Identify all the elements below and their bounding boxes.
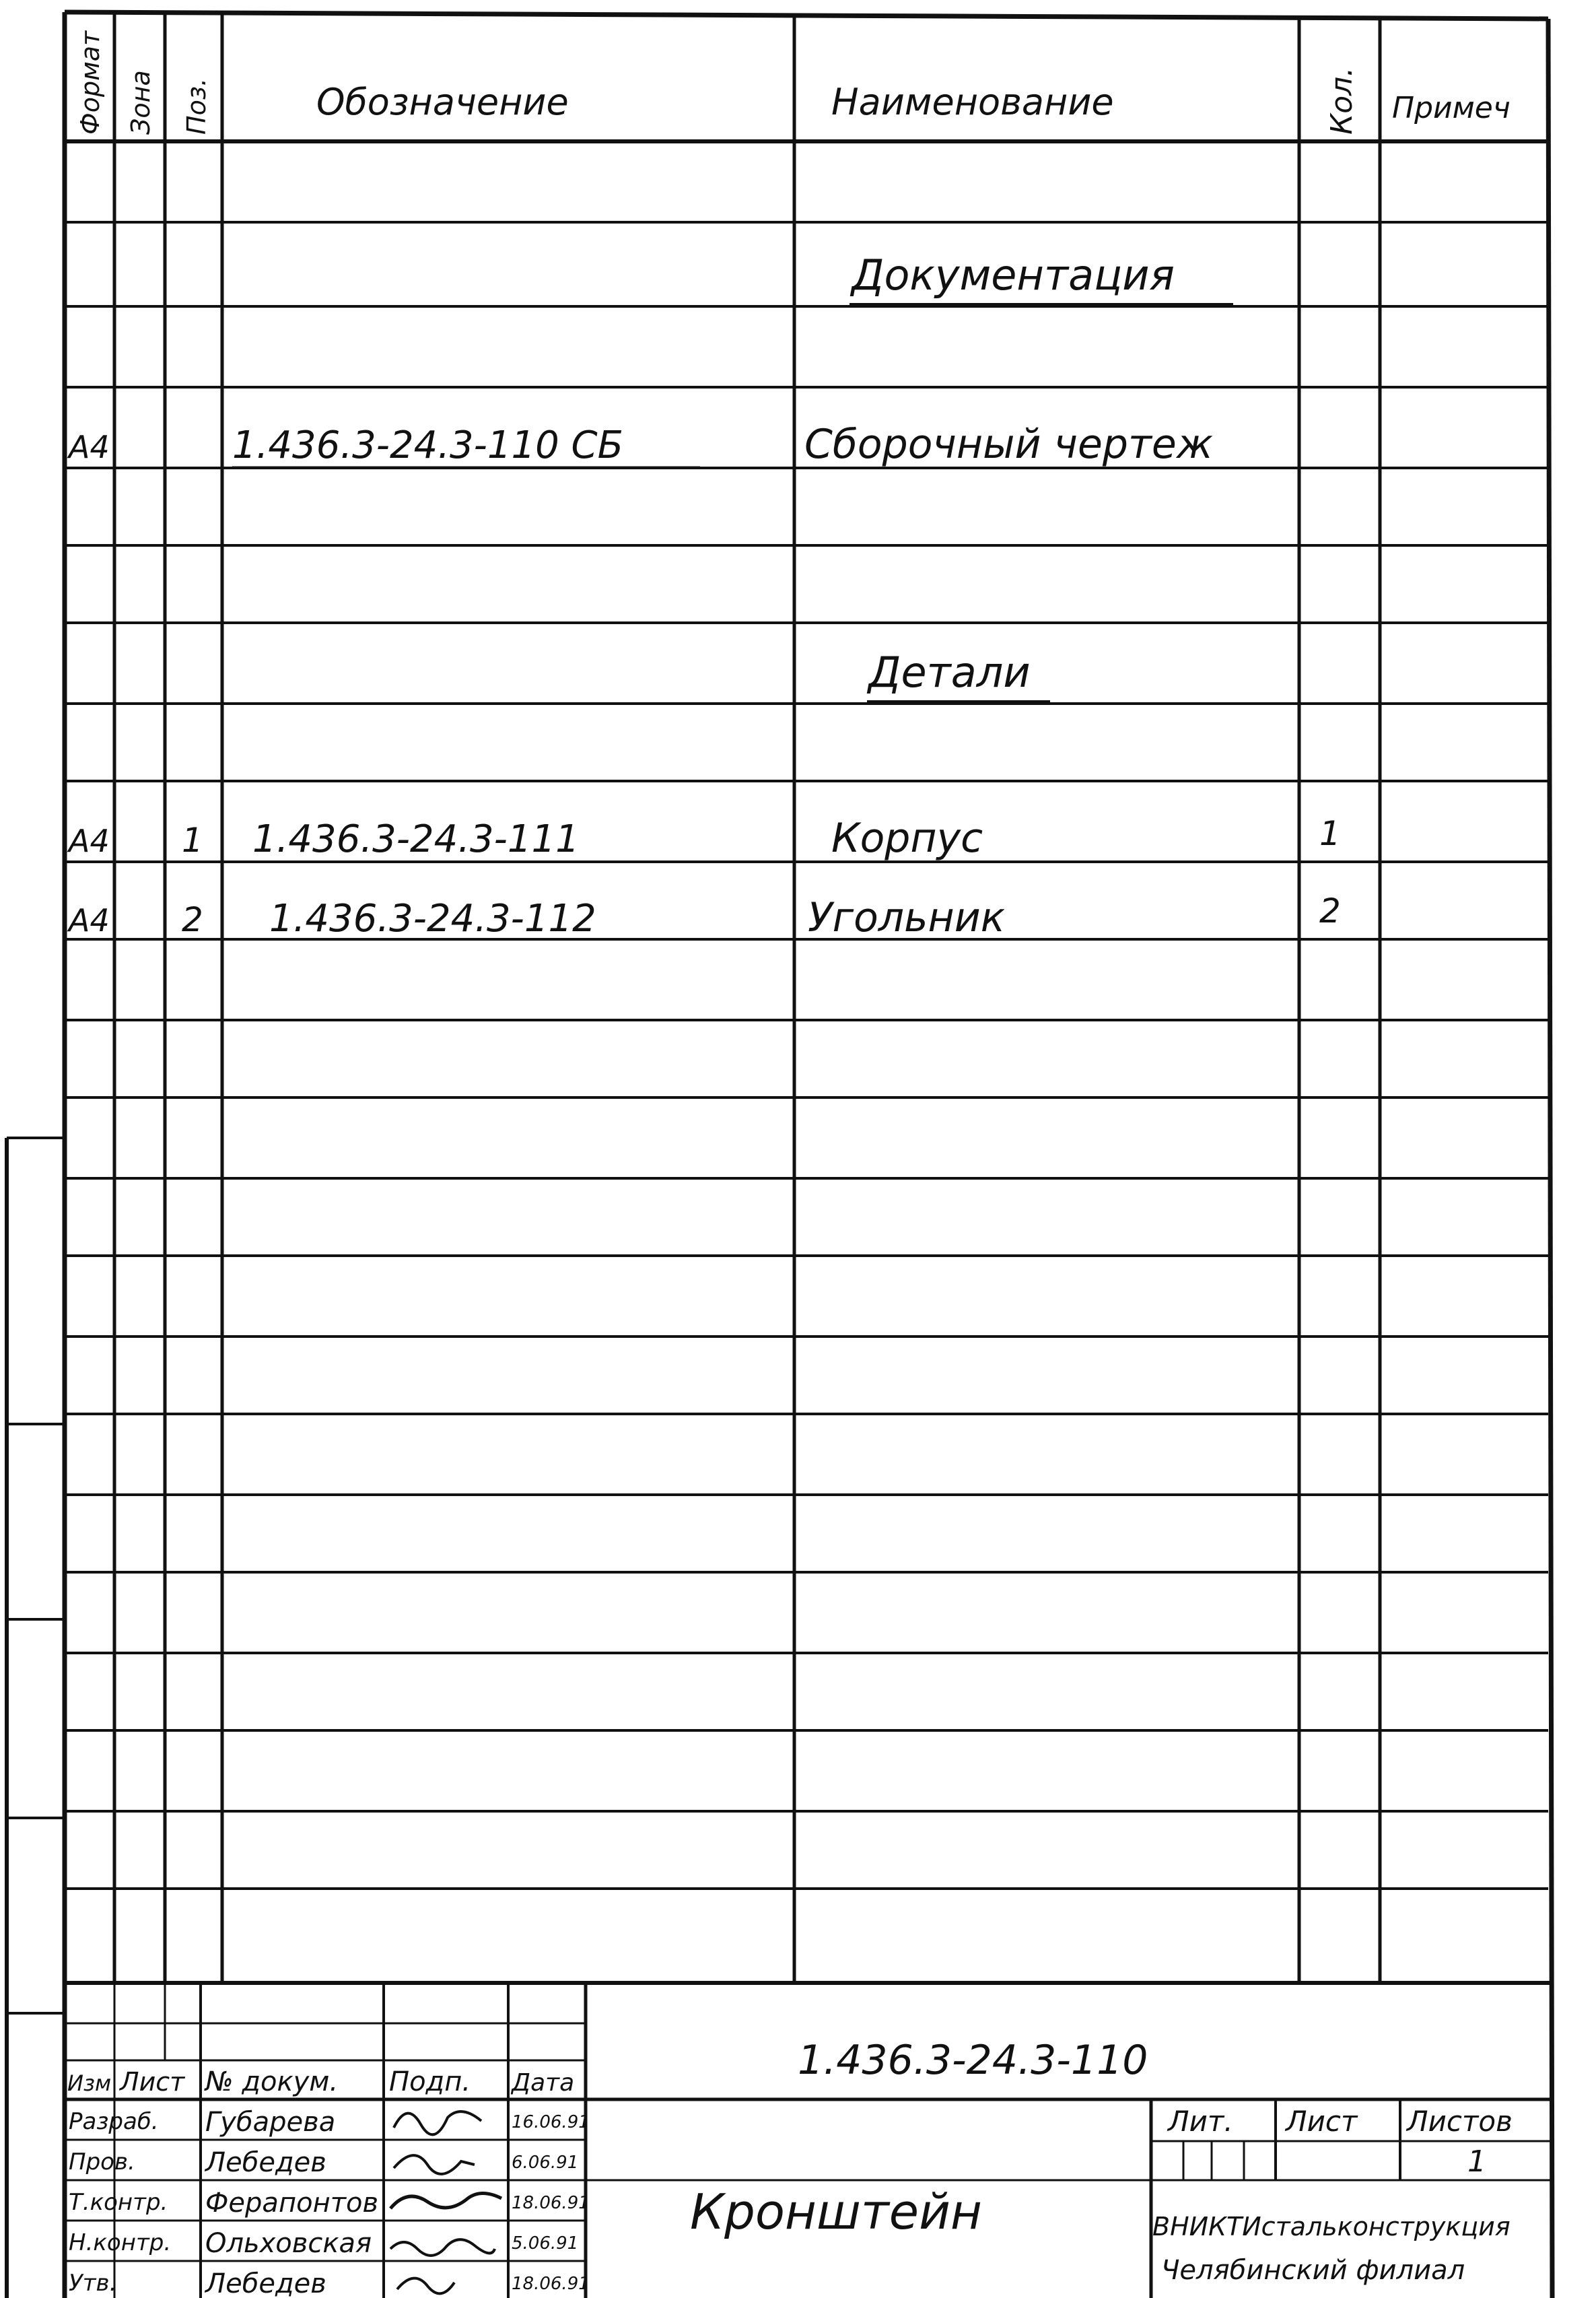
signature-mark bbox=[397, 2278, 454, 2294]
signer-name: Губарева bbox=[205, 2107, 336, 2138]
title-block-head-date: Дата bbox=[512, 2069, 575, 2097]
row-part2-qty: 2 bbox=[1319, 891, 1341, 931]
signer-name: Лебедев bbox=[205, 2268, 326, 2298]
header-note: Примеч bbox=[1392, 91, 1511, 125]
title-block-head-list: Лист bbox=[120, 2067, 185, 2097]
signer-role: Утв. bbox=[69, 2270, 117, 2297]
section-parts: Детали bbox=[868, 648, 1031, 697]
row-part2-pos: 2 bbox=[182, 900, 203, 939]
title-block-sheets-value: 1 bbox=[1467, 2144, 1486, 2179]
sheet-frame bbox=[7, 12, 1552, 2298]
signer-name: Ольховская bbox=[205, 2228, 372, 2259]
row-assembly-format: А4 bbox=[69, 429, 110, 465]
signer-name: Лебедев bbox=[205, 2147, 326, 2178]
section-documentation: Документация bbox=[852, 250, 1175, 300]
table-row bbox=[67, 421, 1213, 468]
row-part2-name: Угольник bbox=[808, 894, 1005, 941]
row-part1-designation: 1.436.3-24.3-111 bbox=[252, 817, 580, 861]
table-row bbox=[67, 891, 1341, 941]
signature-mark bbox=[394, 2111, 481, 2134]
signer-row bbox=[69, 2188, 590, 2219]
row-assembly-name: Сборочный чертеж bbox=[804, 421, 1213, 468]
row-assembly-designation: 1.436.3-24.3-110 СБ bbox=[232, 424, 624, 467]
title-block-head-sign: Подп. bbox=[389, 2066, 471, 2097]
signer-role: Т.контр. bbox=[69, 2189, 168, 2216]
signer-row bbox=[69, 2147, 578, 2178]
row-part2-designation: 1.436.3-24.3-112 bbox=[269, 897, 596, 941]
signer-role: Разраб. bbox=[69, 2108, 159, 2135]
table-row bbox=[67, 814, 1341, 862]
signer-name: Ферапонтов bbox=[205, 2188, 379, 2219]
signer-row bbox=[69, 2107, 590, 2138]
title-block-sheets-label: Листов bbox=[1407, 2105, 1513, 2138]
row-part2-format: А4 bbox=[69, 902, 110, 939]
signer-role: Н.контр. bbox=[69, 2229, 172, 2256]
row-part1-name: Корпус bbox=[831, 815, 983, 862]
signer-date: 18.06.91 bbox=[512, 2274, 590, 2294]
signature-mark bbox=[390, 2239, 495, 2256]
signature-mark bbox=[394, 2155, 475, 2174]
title-block-lit-label: Лит. bbox=[1168, 2105, 1233, 2138]
row-part1-pos: 1 bbox=[182, 821, 203, 860]
signer-date: 16.06.91 bbox=[512, 2112, 590, 2132]
header-designation: Обозначение bbox=[316, 81, 569, 123]
signer-date: 6.06.91 bbox=[512, 2153, 579, 2173]
title-block-branch: Челябинский филиал bbox=[1161, 2255, 1465, 2286]
header-zone: Зона bbox=[126, 70, 155, 135]
signer-row bbox=[69, 2268, 590, 2298]
table-horizontal-lines bbox=[65, 141, 1552, 1983]
header-format: Формат bbox=[75, 30, 105, 135]
header-qty: Кол. bbox=[1325, 67, 1359, 135]
header-pos: Поз. bbox=[182, 77, 211, 135]
signer-date: 18.06.91 bbox=[512, 2193, 590, 2213]
table-vertical-lines bbox=[114, 13, 1380, 1983]
title-block-organization: ВНИКТИстальконструкция bbox=[1152, 2212, 1511, 2241]
signature-mark bbox=[390, 2194, 501, 2209]
row-part1-format: А4 bbox=[69, 823, 110, 859]
title-block-product-name: Кронштейн bbox=[690, 2184, 982, 2240]
title-block-head-izm: Изм bbox=[67, 2070, 112, 2096]
title-block-head-docnum: № докум. bbox=[205, 2066, 339, 2097]
signer-role: Пров. bbox=[69, 2149, 135, 2175]
signer-row bbox=[69, 2228, 578, 2259]
header-name: Наименование bbox=[831, 81, 1114, 123]
signer-date: 5.06.91 bbox=[512, 2233, 579, 2254]
title-block-doc-code: 1.436.3-24.3-110 bbox=[798, 2037, 1148, 2084]
title-block-sheet-label: Лист bbox=[1286, 2105, 1358, 2138]
row-part1-qty: 1 bbox=[1319, 814, 1341, 853]
